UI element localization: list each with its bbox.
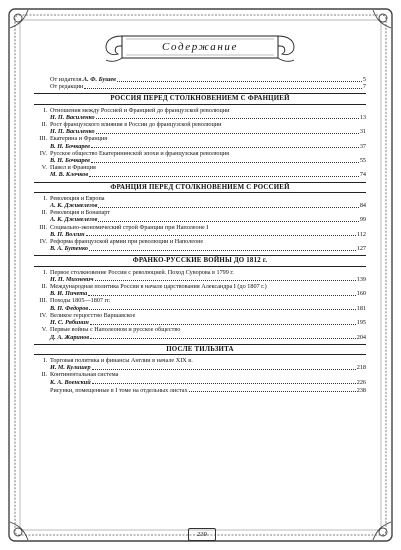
toc-entry-number: II. bbox=[41, 209, 47, 217]
toc-entry-author: В. Н. Бочкарев bbox=[50, 157, 90, 165]
toc-entry-author: Н. П. Михневич bbox=[50, 275, 94, 283]
toc-entry-page: 160 bbox=[356, 290, 366, 298]
leader-dots bbox=[98, 207, 358, 208]
toc-entry-author: А. К. Дживелегов bbox=[50, 202, 98, 210]
toc-entry-author: А. К. Дживелегов bbox=[50, 216, 98, 224]
toc-entry[interactable] bbox=[34, 269, 366, 276]
leader-dots bbox=[86, 235, 356, 236]
toc-entry-author: Н. П. Василенко bbox=[50, 113, 95, 121]
toc-entry[interactable] bbox=[34, 121, 366, 128]
leader-dots bbox=[89, 309, 356, 310]
toc-entry-number: IV. bbox=[39, 311, 47, 319]
toc-entry-intro-editorial[interactable] bbox=[34, 83, 366, 90]
toc-entry-number: V. bbox=[41, 164, 47, 172]
toc-entry-page: 7 bbox=[362, 83, 366, 91]
toc-entry-number: III. bbox=[39, 297, 47, 305]
toc-entry-page: 139 bbox=[356, 275, 366, 283]
toc-entry-author: А. Ф. Бушев bbox=[83, 76, 116, 83]
toc-entry-author: В. И. Пичета bbox=[50, 290, 88, 298]
toc-entry[interactable] bbox=[34, 357, 366, 364]
toc-entry-text: От редакции bbox=[50, 83, 84, 91]
leader-dots bbox=[90, 324, 356, 325]
toc-entry-page: 218 bbox=[356, 364, 366, 372]
toc-entry-text: Русское общество Екатерининской эпохи и французская революция bbox=[50, 149, 229, 157]
toc-entry-page: 74 bbox=[359, 171, 366, 179]
toc-entry-author-line[interactable] bbox=[34, 231, 366, 238]
leader-dots bbox=[95, 280, 356, 281]
toc-entry-page: 13 bbox=[359, 113, 366, 121]
toc-entry-page: 31 bbox=[359, 128, 366, 136]
toc-entry-author-line[interactable] bbox=[34, 143, 366, 150]
leader-dots bbox=[96, 133, 359, 134]
toc-entry[interactable] bbox=[34, 224, 366, 231]
leader-dots bbox=[98, 221, 358, 222]
toc-entry[interactable] bbox=[34, 150, 366, 157]
leader-dots bbox=[96, 118, 359, 119]
toc-entry[interactable] bbox=[34, 283, 366, 290]
toc-entry-author-line[interactable] bbox=[34, 157, 366, 164]
toc-entry-text: Первое столкновение России с революцией. Поход Суворова в 1799 г. bbox=[50, 268, 234, 276]
section-heading: РОССИЯ ПЕРЕД СТОЛКНОВЕНИЕМ С ФРАНЦИЕЙ bbox=[34, 93, 366, 104]
toc-entry-page: 226 bbox=[356, 378, 366, 386]
toc-entry-author-line[interactable] bbox=[34, 216, 366, 223]
toc-entry-author-line[interactable] bbox=[34, 245, 366, 252]
toc-entry-text: Социально-экономический строй Франции при Наполеоне I bbox=[50, 223, 209, 231]
toc-entry-author: И. М. Кулишер bbox=[50, 364, 91, 372]
toc-entry-number: III. bbox=[39, 223, 47, 231]
page-title: Содержание bbox=[161, 41, 238, 53]
toc-entry-page: 238 bbox=[356, 386, 366, 394]
page-number: 239 bbox=[188, 528, 216, 541]
toc-entry-author: Д. А. Жаринов bbox=[50, 333, 90, 341]
toc-entry-text: Павел и Франция bbox=[50, 164, 96, 172]
toc-entry-page: 37 bbox=[359, 142, 366, 150]
toc-entry-text: Торговая политика и финансы Англии в начале XIX в. bbox=[50, 356, 193, 364]
toc-entry-author: К. А. Военский bbox=[50, 378, 91, 386]
toc-entry-author-line[interactable] bbox=[34, 319, 366, 326]
toc-entry-text: Реформа французской армии при революции и Наполеоне bbox=[50, 238, 204, 246]
toc-sections bbox=[34, 93, 366, 385]
leader-dots bbox=[117, 81, 362, 82]
leader-dots bbox=[88, 295, 356, 296]
toc-entry-page: 5 bbox=[362, 76, 366, 83]
toc-entry-number: IV. bbox=[39, 238, 47, 246]
toc-entry-number: V. bbox=[41, 326, 47, 334]
leader-dots bbox=[90, 338, 356, 339]
toc-entry[interactable] bbox=[34, 371, 366, 378]
toc-entry[interactable] bbox=[34, 135, 366, 142]
toc-entry-author: В. П. Волгин bbox=[50, 230, 85, 238]
toc-entry[interactable] bbox=[34, 195, 366, 202]
leader-dots bbox=[89, 250, 356, 251]
toc-entry-author-line[interactable] bbox=[34, 305, 366, 312]
toc-entry-author-line[interactable] bbox=[34, 128, 366, 135]
toc-entry-author-line[interactable] bbox=[34, 114, 366, 121]
toc-entry-number: II. bbox=[41, 283, 47, 291]
toc-entry-page: 99 bbox=[359, 216, 366, 224]
toc-entry-text: Великое герцогство Варшавское bbox=[50, 311, 136, 319]
toc-entry-text: Международная политика России в начале царствования Александра I (до 1807 г.) bbox=[50, 283, 267, 291]
toc-entry-page: 195 bbox=[356, 319, 366, 327]
toc-entry-page: 181 bbox=[356, 304, 366, 312]
toc-entry-number: II. bbox=[41, 371, 47, 379]
toc-entry-text: Екатерина и Франция bbox=[50, 135, 108, 143]
toc-entry-text: Континентальная система bbox=[50, 371, 119, 379]
toc-entry-number: I. bbox=[43, 106, 47, 114]
leader-dots bbox=[91, 162, 359, 163]
toc-entry-author: В. П. Федоров bbox=[50, 304, 89, 312]
toc-entry-number: I. bbox=[43, 268, 47, 276]
toc-entry[interactable] bbox=[34, 312, 366, 319]
toc-entry[interactable] bbox=[34, 238, 366, 245]
toc-entry-text: Рисунки, помещенные в I томе на отдельных листах bbox=[50, 386, 188, 394]
table-of-contents bbox=[34, 76, 366, 394]
toc-entry-page: 112 bbox=[356, 230, 366, 238]
title-banner bbox=[100, 26, 300, 68]
toc-entry[interactable] bbox=[34, 326, 366, 333]
toc-entry-author-line[interactable] bbox=[34, 202, 366, 209]
section-heading: ФРАНКО-РУССКИЕ ВОЙНЫ ДО 1812 г. bbox=[34, 255, 366, 266]
toc-entry-illustrations[interactable] bbox=[34, 387, 366, 394]
toc-entry-text: Революция и Европа bbox=[50, 194, 105, 202]
toc-entry-author-line[interactable] bbox=[34, 379, 366, 386]
toc-entry[interactable] bbox=[34, 164, 366, 171]
leader-dots bbox=[91, 147, 359, 148]
toc-entry-author-line[interactable] bbox=[34, 290, 366, 297]
toc-entry-text: Революция и Бонапарт bbox=[50, 209, 110, 217]
toc-entry-author-line[interactable] bbox=[34, 334, 366, 341]
leader-dots bbox=[92, 369, 356, 370]
toc-entry-author-line[interactable] bbox=[34, 276, 366, 283]
toc-entry-author: В. Н. Бочкарев bbox=[50, 142, 90, 150]
toc-entry-author: Н. С. Рябинин bbox=[50, 319, 89, 327]
toc-entry-page: 127 bbox=[356, 245, 366, 253]
toc-entry[interactable] bbox=[34, 107, 366, 114]
leader-dots bbox=[84, 88, 362, 89]
toc-entry-number: IV. bbox=[39, 149, 47, 157]
toc-entry-number: II. bbox=[41, 121, 47, 129]
toc-entry-author-line[interactable] bbox=[34, 364, 366, 371]
toc-entry[interactable] bbox=[34, 297, 366, 304]
toc-entry-page: 84 bbox=[359, 202, 366, 210]
toc-entry-number: I. bbox=[43, 194, 47, 202]
leader-dots bbox=[89, 176, 359, 177]
toc-entry-page: 204 bbox=[356, 333, 366, 341]
toc-entry[interactable] bbox=[34, 209, 366, 216]
toc-entry-intro-publisher[interactable] bbox=[34, 76, 366, 83]
toc-entry-page: 55 bbox=[359, 157, 366, 165]
toc-entry-author: В. А. Бутенко bbox=[50, 245, 88, 253]
toc-entry-text: Первые войны с Наполеоном и русское общество bbox=[50, 326, 181, 334]
toc-entry-text: Походы 1805—1807 гг. bbox=[50, 297, 111, 305]
toc-entry-text: От издателя. bbox=[50, 76, 84, 83]
section-heading: ПОСЛЕ ТИЛЬЗИТА bbox=[34, 344, 366, 355]
leader-dots bbox=[189, 391, 356, 392]
toc-entry-text: Рост французского влияния в России до французской революции bbox=[50, 121, 222, 129]
toc-entry-author: Н. П. Василенко bbox=[50, 128, 95, 136]
section-heading: ФРАНЦИЯ ПЕРЕД СТОЛКНОВЕНИЕМ С РОССИЕЙ bbox=[34, 182, 366, 193]
toc-entry-number: III. bbox=[39, 135, 47, 143]
leader-dots bbox=[92, 383, 356, 384]
toc-entry-number: I. bbox=[43, 356, 47, 364]
toc-entry-text: Отношения между Россией и Францией до французской революции bbox=[50, 106, 230, 114]
toc-entry-author: М. В. Клочков bbox=[50, 171, 89, 179]
toc-entry-author-line[interactable] bbox=[34, 171, 366, 178]
